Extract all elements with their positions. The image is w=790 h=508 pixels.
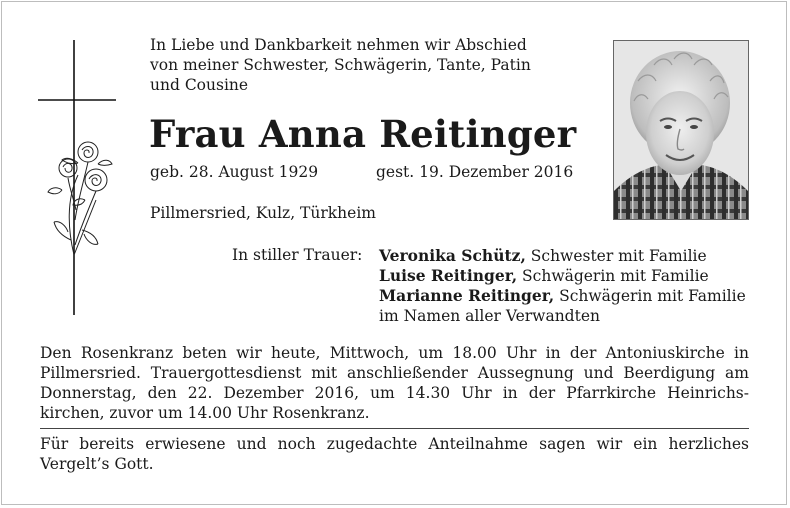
mourner-row bbox=[379, 306, 746, 326]
mourner-name: Marianne Reitinger, bbox=[379, 286, 555, 305]
portrait-photo bbox=[613, 40, 749, 220]
thanks-text bbox=[40, 434, 749, 474]
mourner-row bbox=[379, 286, 746, 306]
intro-line: In Liebe und Dankbarkeit nehmen wir Abschied bbox=[150, 36, 527, 54]
mourning-label: In stiller Trauer: bbox=[232, 246, 363, 264]
divider bbox=[40, 428, 749, 429]
places: Pillmersried, Kulz, Türkheim bbox=[150, 204, 376, 222]
mourner-relation: im Namen aller Verwandten bbox=[379, 307, 600, 325]
service-line: Pillmersried. Trauergottesdienst mit anschließender Aussegnung und Beerdigung am bbox=[40, 364, 749, 382]
mourner-name: Luise Reitinger, bbox=[379, 266, 518, 285]
mourners-list bbox=[379, 246, 746, 326]
service-line: Den Rosenkranz beten wir heute, Mittwoch, um 18.00 Uhr in der Antoniuskirche in bbox=[40, 344, 749, 362]
intro-line: von meiner Schwester, Schwägerin, Tante, Patin bbox=[150, 56, 531, 74]
deceased-name: Frau Anna Reitinger bbox=[149, 112, 577, 156]
service-details bbox=[40, 343, 749, 423]
service-line: kirchen, zuvor um 14.00 Uhr Rosenkranz. bbox=[40, 404, 370, 422]
birth-date: geb. 28. August 1929 bbox=[150, 163, 319, 181]
portrait-photo-icon bbox=[614, 41, 748, 219]
death-date: gest. 19. Dezember 2016 bbox=[376, 163, 574, 181]
thanks-line: Für bereits erwiesene und noch zugedachte Anteilnahme sagen wir ein herzliches bbox=[40, 435, 749, 453]
thanks-line: Vergelt’s Gott. bbox=[40, 455, 154, 473]
cross-with-roses-icon bbox=[38, 40, 118, 315]
intro-text bbox=[150, 35, 590, 95]
service-line: Donnerstag, den 22. Dezember 2016, um 14.30 Uhr in der Pfarrkirche Heinrichs- bbox=[40, 384, 749, 402]
intro-line: und Cousine bbox=[150, 76, 249, 94]
life-dates bbox=[150, 163, 574, 181]
mourner-relation: Schwester mit Familie bbox=[525, 247, 707, 265]
mourner-relation: Schwägerin mit Familie bbox=[554, 287, 746, 305]
mourner-name: Veronika Schütz, bbox=[379, 246, 526, 265]
mourner-row bbox=[379, 246, 746, 266]
mourner-relation: Schwägerin mit Familie bbox=[517, 267, 709, 285]
mourner-row bbox=[379, 266, 746, 286]
